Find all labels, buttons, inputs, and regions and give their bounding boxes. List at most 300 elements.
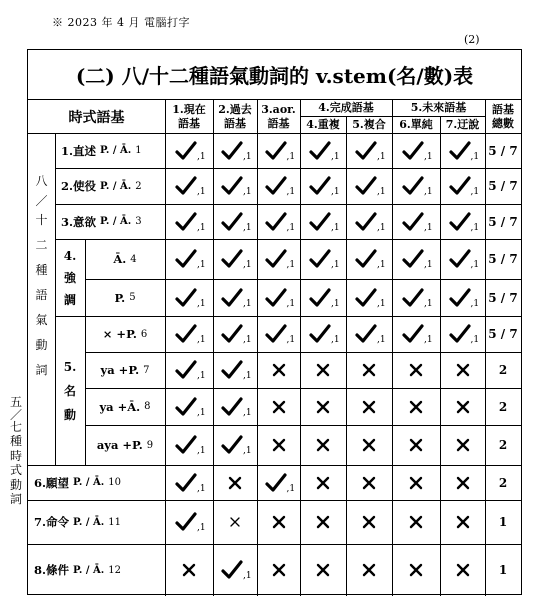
check-subscript: ,1	[377, 187, 386, 197]
check-mark	[257, 465, 300, 500]
check-mark	[165, 388, 213, 425]
column-header-line: 2.過去	[218, 102, 252, 116]
outer-group-char: 語	[35, 288, 48, 302]
cross-mark	[440, 500, 485, 544]
row-number: 2	[135, 180, 142, 192]
check-mark	[440, 316, 485, 352]
check-subscript: ,1	[377, 298, 386, 309]
cross-icon	[316, 563, 330, 577]
column-header-c7: 7.迂說	[445, 117, 480, 131]
check-icon	[402, 176, 433, 197]
voice-label: P. / Ā.	[73, 477, 105, 488]
outer-group-char: ／	[35, 194, 48, 208]
grid-line	[440, 116, 441, 133]
cross-icon	[316, 363, 330, 377]
sub-group-char: 名	[63, 383, 76, 398]
cross-mark	[346, 544, 392, 596]
check-icon	[265, 324, 296, 345]
cross-mark	[392, 352, 440, 388]
side-label-char: 動	[9, 477, 22, 492]
cross-icon	[316, 515, 330, 529]
check-subscript: ,1	[377, 222, 386, 233]
check-icon	[449, 141, 480, 162]
cross-mark	[346, 465, 392, 500]
stem-count: 1	[498, 563, 508, 577]
check-icon	[221, 360, 252, 381]
cross-icon	[456, 400, 470, 414]
voice-label: P. / Ā.	[73, 564, 105, 576]
sub-group-char: 5.	[63, 359, 77, 374]
cross-icon	[456, 563, 470, 577]
table-title: (二) 八/十二種語氣動詞的 v.stem(名/數)表	[28, 50, 521, 100]
stem-count: 5 / 7	[488, 179, 518, 193]
cross-mark	[300, 352, 346, 388]
check-subscript: ,1	[377, 335, 386, 345]
cross-mark	[213, 500, 257, 544]
check-mark	[213, 425, 257, 465]
cross-mark	[346, 425, 392, 465]
check-subscript: ,1	[377, 151, 386, 162]
check-subscript: ,1	[470, 187, 480, 197]
row-label	[28, 465, 165, 500]
check-icon	[175, 360, 206, 381]
check-icon	[355, 212, 386, 233]
check-subscript: ,1	[424, 222, 433, 233]
cross-mark	[346, 352, 392, 388]
side-label-char: 七	[9, 419, 22, 434]
check-subscript: ,1	[286, 483, 296, 494]
row-label-text: × +P.	[102, 327, 137, 341]
check-icon	[355, 288, 386, 309]
check-mark	[213, 279, 257, 316]
row-number: 4	[130, 253, 137, 265]
check-mark	[165, 204, 213, 239]
check-icon	[221, 212, 252, 233]
column-header-c3	[257, 100, 300, 133]
cross-icon	[409, 438, 423, 452]
cross-icon	[409, 515, 423, 529]
voice-label: P. / Ā.	[100, 216, 132, 227]
row-label	[55, 204, 165, 239]
sub-group-char: 動	[63, 407, 76, 422]
sub-group-denominative	[55, 316, 85, 465]
cross-mark	[392, 465, 440, 500]
check-mark	[165, 425, 213, 465]
column-header-c5: 5.複合	[352, 117, 386, 131]
row-number: 10	[108, 477, 121, 488]
column-header-c1	[165, 100, 213, 133]
row-label-text: 6.願望	[34, 475, 70, 490]
row-label	[85, 279, 165, 316]
sub-group-char: 調	[63, 292, 76, 307]
check-subscript: ,1	[197, 446, 206, 456]
row-label-text: 3.意欲	[61, 214, 97, 229]
cross-icon	[409, 476, 423, 490]
check-icon	[449, 249, 480, 270]
check-mark	[440, 239, 485, 279]
check-subscript: ,1	[470, 222, 480, 233]
check-mark	[346, 279, 392, 316]
outer-group-char: 十	[35, 213, 48, 227]
check-icon	[402, 324, 433, 345]
check-mark	[300, 204, 346, 239]
row-number: 6	[140, 328, 148, 340]
cross-mark	[346, 500, 392, 544]
check-icon	[175, 435, 206, 456]
grid-line	[346, 116, 347, 133]
side-vertical-label	[8, 395, 24, 507]
check-icon	[175, 397, 206, 418]
check-mark	[213, 133, 257, 168]
column-header-line: 語基	[267, 116, 290, 130]
check-icon	[402, 288, 433, 309]
cross-icon	[182, 563, 196, 577]
check-subscript: ,1	[243, 335, 252, 345]
check-subscript: ,1	[243, 446, 252, 456]
check-subscript: ,1	[286, 335, 296, 345]
column-header-c4: 4.重複	[306, 117, 340, 131]
sub-group-intensive	[55, 239, 85, 316]
check-mark	[165, 352, 213, 388]
cross-icon	[456, 515, 470, 529]
check-subscript: ,1	[243, 571, 252, 581]
row-number: 9	[146, 439, 154, 451]
cross-mark	[300, 388, 346, 425]
corner-header: 時式語基	[68, 109, 125, 126]
cross-mark	[300, 465, 346, 500]
check-mark	[346, 204, 392, 239]
row-label	[28, 544, 165, 596]
stem-count: 5 / 7	[488, 252, 518, 266]
check-mark	[300, 316, 346, 352]
check-mark	[213, 352, 257, 388]
check-subscript: ,1	[243, 298, 252, 309]
cross-icon	[362, 400, 376, 414]
check-icon	[175, 176, 206, 197]
check-icon	[175, 324, 206, 345]
cross-icon	[362, 363, 376, 377]
row-label	[28, 500, 165, 544]
cross-mark	[300, 425, 346, 465]
check-subscript: ,1	[286, 151, 296, 162]
outer-group-char: 二	[35, 238, 48, 252]
check-subscript: ,1	[197, 407, 206, 418]
cross-icon	[456, 363, 470, 377]
cross-icon	[229, 516, 241, 528]
check-icon	[175, 249, 206, 270]
grid-line	[392, 100, 393, 133]
row-label	[85, 239, 165, 279]
check-mark	[300, 239, 346, 279]
check-icon	[265, 212, 296, 233]
check-subscript: ,1	[286, 260, 296, 270]
grid-line	[213, 100, 214, 133]
row-label-text: P.	[114, 290, 126, 305]
check-icon	[355, 141, 386, 162]
check-subscript: ,1	[243, 371, 252, 381]
cross-icon	[272, 363, 286, 377]
check-subscript: ,1	[286, 187, 296, 197]
cross-mark	[440, 352, 485, 388]
check-subscript: ,1	[377, 260, 386, 270]
check-subscript: ,1	[243, 222, 252, 233]
check-mark	[213, 544, 257, 596]
check-mark	[257, 239, 300, 279]
outer-group-char: 種	[35, 263, 48, 277]
check-mark	[165, 133, 213, 168]
check-subscript: ,1	[197, 222, 206, 233]
check-mark	[165, 239, 213, 279]
cross-icon	[409, 400, 423, 414]
column-header-line: 語基	[178, 116, 200, 130]
check-mark	[392, 239, 440, 279]
check-mark	[392, 204, 440, 239]
check-mark	[440, 204, 485, 239]
check-subscript: ,1	[243, 187, 252, 197]
cross-icon	[456, 438, 470, 452]
check-icon	[265, 141, 296, 162]
check-mark	[257, 168, 300, 204]
group-header-perfect: 4.完成語基	[318, 101, 374, 114]
side-label-char: 種	[9, 434, 22, 448]
cross-mark	[440, 544, 485, 596]
voice-label: P. / Ā.	[100, 145, 132, 156]
check-icon	[402, 249, 433, 270]
check-icon	[221, 288, 252, 309]
check-subscript: ,1	[470, 335, 480, 345]
check-icon	[221, 397, 252, 418]
cross-icon	[362, 438, 376, 452]
check-subscript: ,1	[331, 222, 340, 233]
cross-mark	[257, 544, 300, 596]
check-subscript: ,1	[243, 151, 252, 162]
check-icon	[221, 176, 252, 197]
cross-mark	[392, 388, 440, 425]
cross-icon	[272, 400, 286, 414]
check-icon	[265, 176, 296, 197]
check-subscript: ,1	[197, 371, 206, 381]
check-mark	[257, 133, 300, 168]
check-subscript: ,1	[424, 298, 433, 309]
cross-mark	[346, 388, 392, 425]
outer-group-char: 動	[35, 338, 48, 352]
check-mark	[346, 133, 392, 168]
check-mark	[300, 168, 346, 204]
row-label	[85, 388, 165, 425]
cross-mark	[257, 500, 300, 544]
check-icon	[355, 249, 386, 270]
check-icon	[309, 176, 340, 197]
check-icon	[355, 176, 386, 197]
check-icon	[265, 249, 296, 270]
check-subscript: ,1	[424, 151, 433, 162]
cross-icon	[362, 563, 376, 577]
check-mark	[440, 168, 485, 204]
check-icon	[355, 324, 386, 345]
cross-mark	[257, 352, 300, 388]
stem-count: 5 / 7	[488, 290, 518, 305]
check-mark	[165, 279, 213, 316]
grid-line	[485, 100, 486, 133]
cross-mark	[257, 425, 300, 465]
check-icon	[221, 141, 252, 162]
cross-mark	[165, 544, 213, 596]
cross-mark	[392, 500, 440, 544]
voice-label: P. / Ā.	[73, 516, 105, 528]
check-icon	[309, 249, 340, 270]
check-icon	[175, 212, 206, 233]
check-icon	[449, 176, 480, 197]
cross-icon	[409, 363, 423, 377]
row-label	[85, 352, 165, 388]
cross-mark	[392, 425, 440, 465]
column-header-line: 3.aor.	[261, 102, 296, 116]
check-mark	[300, 133, 346, 168]
check-icon	[175, 473, 206, 494]
check-icon	[221, 324, 252, 345]
check-mark	[165, 465, 213, 500]
row-number: 5	[129, 292, 136, 303]
check-mark	[440, 133, 485, 168]
cross-icon	[362, 476, 376, 490]
check-subscript: ,1	[424, 187, 433, 197]
check-subscript: ,1	[243, 260, 252, 270]
check-mark	[300, 279, 346, 316]
row-label	[55, 133, 165, 168]
check-subscript: ,1	[197, 298, 206, 309]
grid-line	[257, 100, 258, 133]
check-subscript: ,1	[243, 407, 252, 418]
check-icon	[449, 212, 480, 233]
check-subscript: ,1	[197, 151, 206, 162]
check-mark	[346, 168, 392, 204]
side-label-char: 詞	[9, 492, 22, 506]
check-subscript: ,1	[331, 335, 340, 345]
cross-mark	[257, 388, 300, 425]
check-icon	[221, 435, 252, 456]
cross-mark	[392, 544, 440, 596]
grid-line	[165, 100, 166, 133]
check-mark	[213, 316, 257, 352]
side-label-char: 式	[9, 463, 22, 477]
check-subscript: ,1	[470, 260, 480, 270]
column-header-c2	[213, 100, 257, 133]
cross-mark	[440, 425, 485, 465]
side-label-char: ／	[9, 407, 22, 422]
cross-mark	[213, 465, 257, 500]
check-subscript: ,1	[424, 260, 433, 270]
outer-group-char: 詞	[35, 363, 48, 377]
row-label-text: Ā.	[113, 252, 127, 266]
cross-icon	[316, 438, 330, 452]
document-header-note: ※ 2023 年 4 月 電腦打字	[52, 16, 190, 29]
check-mark	[165, 500, 213, 544]
check-icon	[265, 288, 296, 309]
check-subscript: ,1	[197, 187, 206, 197]
check-mark	[165, 316, 213, 352]
check-icon	[309, 141, 340, 162]
outer-group-char: 氣	[35, 313, 48, 327]
check-mark	[346, 239, 392, 279]
row-label	[55, 168, 165, 204]
check-icon	[175, 288, 206, 309]
check-mark	[346, 316, 392, 352]
row-number: 12	[108, 564, 121, 576]
check-mark	[257, 316, 300, 352]
sub-group-char: 4.	[63, 248, 77, 263]
outer-group-char: 八	[35, 174, 48, 188]
check-subscript: ,1	[197, 260, 206, 270]
row-number: 3	[135, 216, 142, 227]
check-mark	[213, 168, 257, 204]
check-subscript: ,1	[470, 298, 480, 309]
check-icon	[309, 324, 340, 345]
verb-stem-table	[27, 49, 522, 595]
grid-line	[300, 100, 301, 133]
check-mark	[440, 279, 485, 316]
check-icon	[175, 512, 206, 533]
cross-mark	[440, 388, 485, 425]
check-icon	[175, 141, 206, 162]
stem-count: 5 / 7	[488, 143, 518, 158]
check-icon	[449, 288, 480, 309]
check-mark	[392, 168, 440, 204]
row-label-text: ya +Ā.	[99, 399, 141, 414]
check-icon	[221, 560, 252, 581]
check-subscript: ,1	[331, 187, 340, 197]
cross-icon	[316, 400, 330, 414]
check-icon	[221, 249, 252, 270]
side-label-char: 時	[9, 448, 22, 463]
check-icon	[402, 141, 433, 162]
check-mark	[392, 133, 440, 168]
check-icon	[402, 212, 433, 233]
row-label-text: 7.命令	[34, 515, 70, 529]
check-subscript: ,1	[424, 335, 433, 345]
page-number: (2)	[464, 33, 480, 46]
check-icon	[265, 473, 296, 494]
cross-icon	[272, 515, 286, 529]
row-number: 11	[108, 516, 121, 528]
cross-icon	[316, 476, 330, 490]
stem-count: 2	[498, 475, 508, 490]
check-icon	[449, 324, 480, 345]
stem-count: 2	[498, 363, 508, 377]
stem-count: 2	[498, 399, 508, 414]
cross-mark	[300, 500, 346, 544]
row-number: 1	[135, 145, 142, 156]
cross-mark	[300, 544, 346, 596]
check-mark	[213, 388, 257, 425]
check-subscript: ,1	[197, 335, 206, 345]
row-number: 7	[143, 364, 150, 376]
row-label-text: 8.條件	[34, 563, 70, 577]
check-subscript: ,1	[331, 298, 340, 309]
cross-icon	[228, 476, 242, 490]
column-header-line: 語基	[492, 102, 514, 116]
check-icon	[309, 288, 340, 309]
check-mark	[257, 279, 300, 316]
column-header-line: 總數	[492, 116, 514, 130]
sub-group-char: 強	[63, 270, 76, 285]
check-subscript: ,1	[331, 260, 340, 270]
column-header-c6: 6.單純	[399, 117, 433, 131]
column-header-line: 語基	[224, 116, 246, 130]
outer-group-label	[28, 133, 55, 465]
check-subscript: ,1	[286, 298, 296, 309]
check-subscript: ,1	[331, 151, 340, 162]
stem-count: 2	[498, 438, 508, 452]
